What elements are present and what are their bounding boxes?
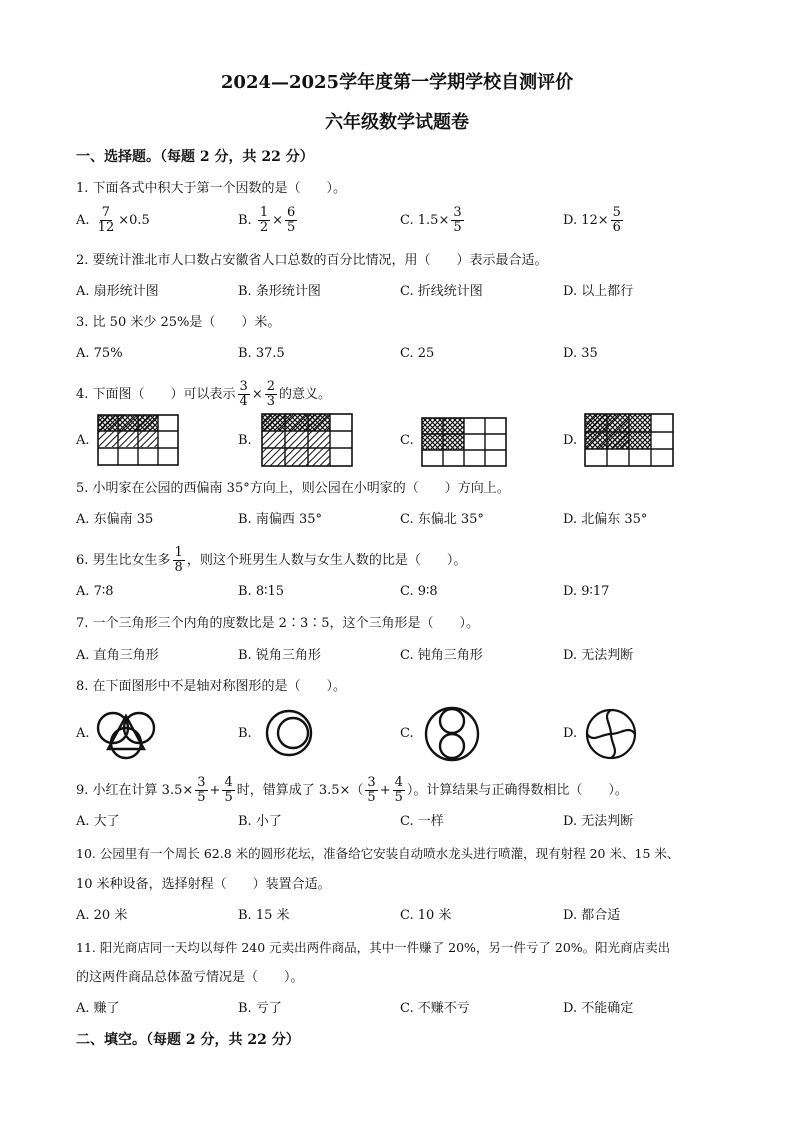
exam-title-line1: 2024—2025学年度第一学期学校自测评价 [220, 72, 574, 93]
q10-stem-line2: 10 米种设备，选择射程（ ）装置合适。 [76, 877, 331, 892]
q4-grid-b [262, 414, 352, 466]
q6-option-a: A. 7∶8 [76, 584, 114, 599]
section-1-heading: 一、选择题。（每题 2 分，共 22 分） [76, 149, 314, 165]
q4-option-d-label: D. [563, 433, 578, 448]
q5-option-a: A. 东偏南 35 [76, 512, 154, 527]
q2-option-a: A. 扇形统计图 [76, 284, 159, 299]
q4-grid-d [585, 414, 673, 466]
q2-option-d: D. 以上都行 [563, 284, 634, 299]
q3-option-b: B. 37.5 [238, 346, 285, 361]
q8-option-d-label: D. [563, 726, 578, 741]
q3-stem: 3. 比 50 米少 25%是（ ）米。 [76, 315, 281, 330]
q5-stem: 5. 小明家在公园的西偏南 35°方向上，则公园在小明家的（ ）方向上。 [76, 481, 510, 496]
q8-stem: 8. 在下面图形中不是轴对称图形的是（ ）。 [76, 679, 347, 694]
q11-option-c: C. 不赚不亏 [400, 1001, 470, 1016]
q10-option-a: A. 20 米 [76, 908, 128, 923]
q9-option-d: D. 无法判断 [563, 814, 634, 829]
q8-figure-a [98, 713, 154, 758]
q1-a-fraction: $\frac{7}{12}$ [97, 205, 115, 235]
q1-option-c: C. 1.5× $\frac{3}{5}$ [400, 205, 462, 235]
q11-stem-line2: 的这两件商品总体盈亏情况是（ ）。 [76, 970, 304, 985]
q7-stem: 7. 一个三角形三个内角的度数比是 2∶3∶5，这个三角形是（ ）。 [76, 616, 479, 631]
q11-option-b: B. 亏了 [238, 1001, 282, 1016]
q6-option-b: B. 8∶15 [238, 584, 285, 599]
q10-option-c: C. 10 米 [400, 908, 452, 923]
q4-option-b-label: B. [238, 433, 252, 448]
q8-option-a-label: A. [76, 726, 90, 741]
q10-stem-line1: 10. 公园里有一个周长 62.8 米的圆形花坛，准备给它安装自动喷水龙头进行喷灌，现有射程 20 米、15 米、 [76, 846, 680, 861]
q1-stem: 1. 下面各式中积大于第一个因数的是（ ）。 [76, 181, 347, 196]
q8-figure-c [426, 708, 478, 760]
q11-option-d: D. 不能确定 [563, 1001, 634, 1016]
q9-option-c: C. 一样 [400, 814, 444, 829]
q8-option-b-label: B. [238, 726, 252, 741]
q4-option-a-label: A. [76, 433, 90, 448]
q11-option-a: A. 赚了 [76, 1001, 120, 1016]
q3-option-d: D. 35 [563, 346, 598, 361]
q2-option-c: C. 折线统计图 [400, 284, 483, 299]
q11-stem-line1: 11. 阳光商店同一天均以每件 240 元卖出两件商品，其中一件赚了 20%，另一件亏了 20%。阳光商店卖出 [76, 940, 671, 955]
q9-option-a: A. 大了 [76, 814, 120, 829]
q4-grid-c [422, 418, 506, 466]
q5-option-c: C. 东偏北 35° [400, 512, 484, 527]
q1-option-a: A. $\frac{7}{12}$ ×0.5 [76, 205, 150, 235]
q8-figure-d [587, 710, 635, 758]
q2-option-b: B. 条形统计图 [238, 284, 321, 299]
q1-option-d: D. 12× $\frac{5}{6}$ [563, 205, 621, 235]
exam-title-line2: 六年级数学试题卷 [325, 112, 469, 133]
q7-option-b: B. 锐角三角形 [238, 648, 321, 663]
q4-grid-a [98, 415, 178, 465]
q9-option-b: B. 小了 [238, 814, 282, 829]
q3-option-c: C. 25 [400, 346, 435, 361]
q2-stem: 2. 要统计淮北市人口数占安徽省人口总数的百分比情况，用（ ）表示最合适。 [76, 253, 548, 268]
q9-stem: 9. 小红在计算 3.5× $\frac{3}{5}$ + $\frac{4}{5}$ 时，错算成了 3.5×（ $\frac{3}{5}$ + $\frac{4}{5}$ ）。计算结果与正确得数相比（ ）。 [76, 775, 628, 805]
q7-option-d: D. 无法判断 [563, 648, 634, 663]
q6-option-c: C. 9∶8 [400, 584, 438, 599]
q5-option-d: D. 北偏东 35° [563, 512, 648, 527]
q5-option-b: B. 南偏西 35° [238, 512, 322, 527]
q8-option-c-label: C. [400, 726, 414, 741]
q6-stem: 6. 男生比女生多 $\frac{1}{8}$ ，则这个班男生人数与女生人数的比是（ ）。 [76, 545, 467, 575]
q7-option-c: C. 钝角三角形 [400, 648, 483, 663]
q4-option-c-label: C. [400, 433, 414, 448]
q6-option-d: D. 9∶17 [563, 584, 610, 599]
section-2-heading: 二、填空。（每题 2 分，共 22 分） [76, 1032, 300, 1048]
q10-option-b: B. 15 米 [238, 908, 290, 923]
q1-option-b: B. $\frac{1}{2}$ × $\frac{6}{5}$ [238, 205, 296, 235]
q8-figure-b [267, 711, 311, 755]
q3-option-a: A. 75% [76, 346, 123, 361]
q7-option-a: A. 直角三角形 [76, 648, 159, 663]
q4-stem: 4. 下面图（ ）可以表示 $\frac{3}{4}$ × $\frac{2}{3}$ 的意义。 [76, 379, 332, 409]
q10-option-d: D. 都合适 [563, 908, 621, 923]
